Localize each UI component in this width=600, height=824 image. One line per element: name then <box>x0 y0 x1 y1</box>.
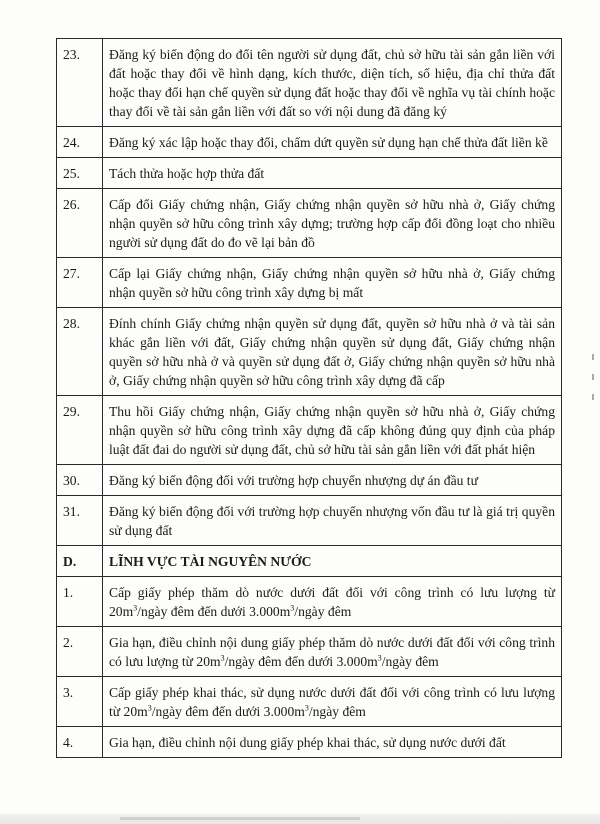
section-code: D. <box>57 546 103 577</box>
scan-edge-marks <box>590 340 596 400</box>
table-row <box>57 258 562 308</box>
row-number: 30. <box>57 465 103 496</box>
row-text: Đăng ký biến động do đổi tên người sử dụng đất, chủ sở hữu tài sản gắn liền với đất hoặc thay đổi về hình dạng, kích thước, diện tích, số hiệu, địa chỉ thửa đất hoặc thay đổi hạn chế quyền sử dụng đất hoặc thay đổi về nghĩa vụ tài chính hoặc thay đổi về tài sản gắn liền với đất so với nội dung đã đăng ký <box>103 39 562 127</box>
row-text: Đăng ký biến động đối với trường hợp chuyển nhượng dự án đầu tư <box>103 465 562 496</box>
table-row <box>57 189 562 258</box>
row-number: 4. <box>57 727 103 758</box>
section-title: LĨNH VỰC TÀI NGUYÊN NƯỚC <box>103 546 562 577</box>
table-row <box>57 158 562 189</box>
table-row <box>57 627 562 677</box>
row-number: 31. <box>57 496 103 546</box>
table-row <box>57 677 562 727</box>
row-text: Gia hạn, điều chỉnh nội dung giấy phép khai thác, sử dụng nước dưới đất <box>103 727 562 758</box>
row-number: 25. <box>57 158 103 189</box>
row-number: 29. <box>57 396 103 465</box>
row-text: Đính chính Giấy chứng nhận quyền sử dụng đất, quyền sở hữu nhà ở và tài sản khác gắn liền với đất, Giấy chứng nhận quyền sử dụng đất, Giấy chứng nhận quyền sở hữu nhà ở và quyền sử dụng đất ở, Giấy chứng nhận quyền sở hữu nhà ở, Giấy chứng nhận quyền sở hữu công trình xây dựng đã cấp <box>103 308 562 396</box>
row-text: Cấp đổi Giấy chứng nhận, Giấy chứng nhận quyền sở hữu nhà ở, Giấy chứng nhận quyền sở hữu công trình xây dựng; trường hợp cấp đổi đồng loạt cho nhiều người sử dụng đất do đo vẽ lại bản đồ <box>103 189 562 258</box>
row-number: 24. <box>57 127 103 158</box>
table-row <box>57 127 562 158</box>
row-number: 3. <box>57 677 103 727</box>
page-bottom-edge <box>0 814 600 824</box>
row-text: Cấp lại Giấy chứng nhận, Giấy chứng nhận quyền sở hữu nhà ở, Giấy chứng nhận quyền sở hữu công trình xây dựng bị mất <box>103 258 562 308</box>
table-row <box>57 39 562 127</box>
table-row <box>57 308 562 396</box>
row-text: Đăng ký xác lập hoặc thay đổi, chấm dứt quyền sử dụng hạn chế thửa đất liền kề <box>103 127 562 158</box>
row-text: Cấp giấy phép thăm dò nước dưới đất đối với công trình có lưu lượng từ $20m^3$/ngày đêm đến dưới $3.000m^3$/ngày đêm <box>103 577 562 627</box>
table-row <box>57 465 562 496</box>
table-row <box>57 577 562 627</box>
row-number: 1. <box>57 577 103 627</box>
row-text: Gia hạn, điều chỉnh nội dung giấy phép thăm dò nước dưới đất đối với công trình có lưu lượng từ $20m^3$/ngày đêm đến dưới $3.000m^3$/ngày đêm <box>103 627 562 677</box>
row-text: Cấp giấy phép khai thác, sử dụng nước dưới đất đối với công trình có lưu lượng từ $20m^3$/ngày đêm đến dưới $3.000m^3$/ngày đêm <box>103 677 562 727</box>
row-number: 27. <box>57 258 103 308</box>
row-text: Tách thửa hoặc hợp thửa đất <box>103 158 562 189</box>
row-number: 26. <box>57 189 103 258</box>
row-number: 2. <box>57 627 103 677</box>
table-row <box>57 396 562 465</box>
section-header-row <box>57 546 562 577</box>
procedure-table <box>56 38 562 758</box>
row-number: 28. <box>57 308 103 396</box>
row-number: 23. <box>57 39 103 127</box>
table-row <box>57 496 562 546</box>
row-text: Thu hồi Giấy chứng nhận, Giấy chứng nhận quyền sở hữu nhà ở, Giấy chứng nhận quyền sở hữu công trình xây dựng đã cấp không đúng quy định của pháp luật đất đai do người sử dụng đất, chủ sở hữu tài sản gắn liền với đất phát hiện <box>103 396 562 465</box>
row-text: Đăng ký biến động đối với trường hợp chuyển nhượng vốn đầu tư là giá trị quyền sử dụng đất <box>103 496 562 546</box>
table-row <box>57 727 562 758</box>
